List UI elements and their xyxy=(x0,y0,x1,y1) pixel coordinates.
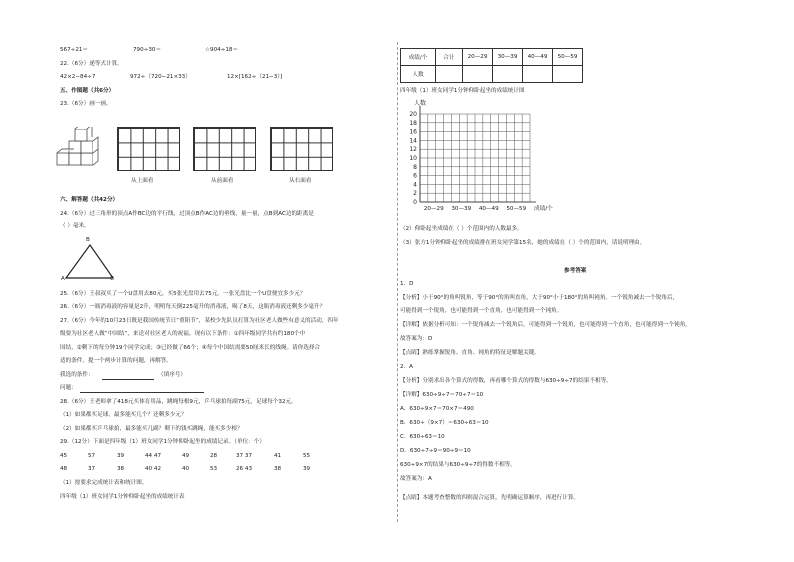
data-cell: 53 xyxy=(210,466,218,472)
q22-title: 22.（6分）递等式计算。 xyxy=(60,61,123,67)
table-header: 40—49 xyxy=(523,49,553,66)
chart-caption: 四年级（1）班女同学1分钟仰卧起坐的成绩统计图 xyxy=(400,88,525,94)
answer-line: 【分析】小于90°的角叫锐角，等于90°的角叫直角，大于90°小于180°的角叫钝角。一个锐角减去一个锐角后， xyxy=(400,295,679,301)
q29: 29.（12分）下面是四年级（1）班女同学1分钟仰卧起坐的成绩记录。（单位：个） xyxy=(60,439,265,445)
chosen-conditions-label: 我选的条件： xyxy=(60,372,94,378)
q24-line-2: （ ）毫米。 xyxy=(60,223,90,229)
answer-line: 可能得到一个锐角，也可能得到一个直角，也可能得到一个钝角。 xyxy=(400,308,563,314)
y-tick-label: 20 xyxy=(409,111,417,118)
data-cell: 55 xyxy=(303,453,311,459)
data-cell: 45 xyxy=(60,453,68,459)
answer-line: 【点睛】本题考查整数的四则混合运算，先明确运算顺序，再进行计算。 xyxy=(400,495,580,501)
vertex-a-label: A xyxy=(61,276,65,282)
y-tick-label: 14 xyxy=(409,137,417,145)
table-header: 成绩/个 xyxy=(401,49,436,66)
answer-line: B．630÷（9×7）＝630÷63＝10 xyxy=(400,420,489,426)
answer-line: A．630÷9×7＝70×7＝490 xyxy=(400,406,474,412)
y-axis-label: 人数 xyxy=(414,100,427,107)
q22-expr-3: 12×[162÷（21−3）] xyxy=(227,74,283,80)
vertex-b-label: B xyxy=(86,237,90,243)
answer-line: C．630÷63＝10 xyxy=(400,434,445,440)
table-cell[interactable] xyxy=(523,66,553,83)
answer-line: D．630÷7÷9＝90÷9＝10 xyxy=(400,448,471,454)
answer-line: 故答案为：D xyxy=(400,336,433,342)
calc-3: ☆904÷18＝ xyxy=(205,47,239,53)
data-cell: 57 xyxy=(88,453,96,459)
table-caption: 四年级（1）班女同学1分钟仰卧起坐的成绩统计表 xyxy=(60,494,185,500)
q28: 28.（6分）王老师拿了418元买体育用品，跳绳每根9元，乒乓球拍每副75元，足球每个32元。 xyxy=(60,399,297,405)
data-cell: 40 xyxy=(182,466,190,472)
table-header: 合计 xyxy=(436,49,463,66)
top-view-grid[interactable] xyxy=(117,127,180,171)
q26: 26.（6分）一瓶消毒液的容量是2升，明明每天倒225毫升的消毒液，喝了8天，这瓶消毒液还剩多少毫升？ xyxy=(60,304,326,310)
chosen-conditions-blank[interactable] xyxy=(102,379,154,380)
triangle-abc xyxy=(58,235,128,285)
q27-line-1: 27.（6分）今年的10月23日既是我国传统节日“重阳节”，某校少先队员打算为社区老人做些有意义的活动，四年 xyxy=(60,318,339,324)
x-tick-label: 20—29 xyxy=(423,206,444,212)
q29-part-1: （1）按要求完成统计表和统计图。 xyxy=(60,480,148,486)
answer-line: 【详解】630÷9÷7＝70÷7＝10 xyxy=(400,392,484,398)
question-label: 问题： xyxy=(60,385,77,391)
column-divider xyxy=(397,42,398,522)
answer-line: 2．A xyxy=(400,364,413,370)
q25: 25.（6分）王叔叔买了一个U盘用去80元，买5张光盘用去75元。一张光盘比一个U盘便宜多少元？ xyxy=(60,291,306,297)
y-tick-label: 16 xyxy=(409,128,417,136)
blank-bar-chart[interactable] xyxy=(400,98,560,220)
top-view-label: 从上面看 xyxy=(131,178,154,184)
table-header: 30—39 xyxy=(493,49,523,66)
data-cell: 44 47 xyxy=(145,453,162,459)
y-tick-label: 10 xyxy=(409,155,417,162)
answer-line: 1．D xyxy=(400,281,414,287)
x-axis-label: 成绩/个 xyxy=(534,206,553,212)
answer-line: 【分析】分别求出各个算式的得数，再看哪个算式的得数与630÷9÷7的结果不相等。 xyxy=(400,378,612,384)
data-cell: 39 xyxy=(117,453,125,459)
table-cell[interactable] xyxy=(463,66,493,83)
right-view-label: 从右面看 xyxy=(289,178,312,184)
section-5-heading: 五、作图题（共6分） xyxy=(60,88,115,94)
q27-line-3: 国结，②剩下的每分钟19个同学完成；③已经做了66个；④每个中国结需要50厘米长的线绳。请你选择合 xyxy=(60,345,321,351)
table-header: 50—59 xyxy=(553,49,583,66)
data-cell: 37 37 xyxy=(236,453,253,459)
answer-line: 630÷9×7的结果与630÷9÷7的得数不相等。 xyxy=(400,462,516,468)
x-tick-label: 30—39 xyxy=(451,206,472,212)
front-view-label: 从前面看 xyxy=(211,178,234,184)
answer-line: 【详解】依据分析可知：一个锐角减去一个锐角后，可能得到一个锐角，也可能得到一个直角，也可能得到一个钝角。 xyxy=(400,322,691,328)
y-tick-label: 0 xyxy=(413,199,417,206)
y-tick-label: 2 xyxy=(413,190,417,198)
y-tick-label: 18 xyxy=(409,119,417,127)
x-tick-label: 50—59 xyxy=(506,206,527,212)
question-blank[interactable] xyxy=(80,392,204,393)
q27-line-4: 适的条件，提一个两步计算的问题，再解答。 xyxy=(60,358,172,364)
table-cell[interactable] xyxy=(436,66,463,83)
y-tick-label: 12 xyxy=(409,146,417,154)
data-cell: 48 xyxy=(60,466,68,472)
data-cell: 49 xyxy=(182,453,190,459)
y-tick-label: 6 xyxy=(413,172,417,180)
answer-line: 【点睛】熟练掌握锐角、直角、钝角的特征是解题关键。 xyxy=(400,350,540,356)
answer-line: 故答案为：A xyxy=(400,476,432,482)
q24-line-1: 24.（6分）过三角形的顶点A作BC边的平行线，过顶点B作AC边的垂线，量一量，点B到AC边的距离是 xyxy=(60,211,314,217)
calc-2: 790÷30＝ xyxy=(133,47,162,53)
front-view-grid[interactable] xyxy=(193,127,256,171)
y-tick-label: 8 xyxy=(413,163,417,171)
q22-expr-2: 972÷（720−21×33） xyxy=(130,74,191,80)
q27-line-2: 级要为社区老人做“中国结”，来送对社区老人的祝福。现有以下条件：①四年级同学共有约180个中 xyxy=(60,331,306,337)
data-cell: 26 43 xyxy=(236,466,253,472)
q28-part-2: （2）如果都买乒乓球拍，最多能买几副？剩下的钱买跳绳，能买多少根？ xyxy=(60,426,243,432)
data-cell: 38 xyxy=(274,466,282,472)
section-6-heading: 六、解答题（共42分） xyxy=(60,197,119,203)
table-cell[interactable] xyxy=(553,66,583,83)
q29-part-3: （3）张方1分钟仰卧起坐的成绩排在班女同学第15名，她的成绩在（ ）个的范围内，请说明理由。 xyxy=(400,240,646,246)
table-row-label: 人数 xyxy=(401,66,436,83)
q22-expr-1: 42×2−84÷7 xyxy=(60,74,96,80)
calc-1: 567÷21＝ xyxy=(60,47,89,53)
q23-title: 23.（6分）画一画。 xyxy=(60,101,112,107)
q29-part-2: （2）仰卧起坐成绩在（ ）个范围内的人数最多。 xyxy=(400,226,523,232)
q28-part-1: （1）如果都买足球，最多能买几个？还剩多少元？ xyxy=(60,412,187,418)
right-view-grid[interactable] xyxy=(270,127,333,171)
frequency-table xyxy=(400,48,583,83)
data-cell: 38 xyxy=(117,466,125,472)
data-cell: 41 xyxy=(274,453,282,459)
cube-stack-figure xyxy=(55,127,101,167)
data-cell: 39 xyxy=(303,466,311,472)
vertex-c-label: C xyxy=(110,276,114,282)
x-tick-label: 40—49 xyxy=(478,206,499,212)
chosen-conditions-hint: （填序号） xyxy=(158,372,186,378)
answer-title: 参考答案 xyxy=(564,268,587,274)
table-cell[interactable] xyxy=(493,66,523,83)
data-cell: 40 42 xyxy=(145,466,162,472)
table-header: 20—29 xyxy=(463,49,493,66)
y-tick-label: 4 xyxy=(413,181,417,189)
data-cell: 28 xyxy=(210,453,218,459)
data-cell: 37 xyxy=(88,466,96,472)
